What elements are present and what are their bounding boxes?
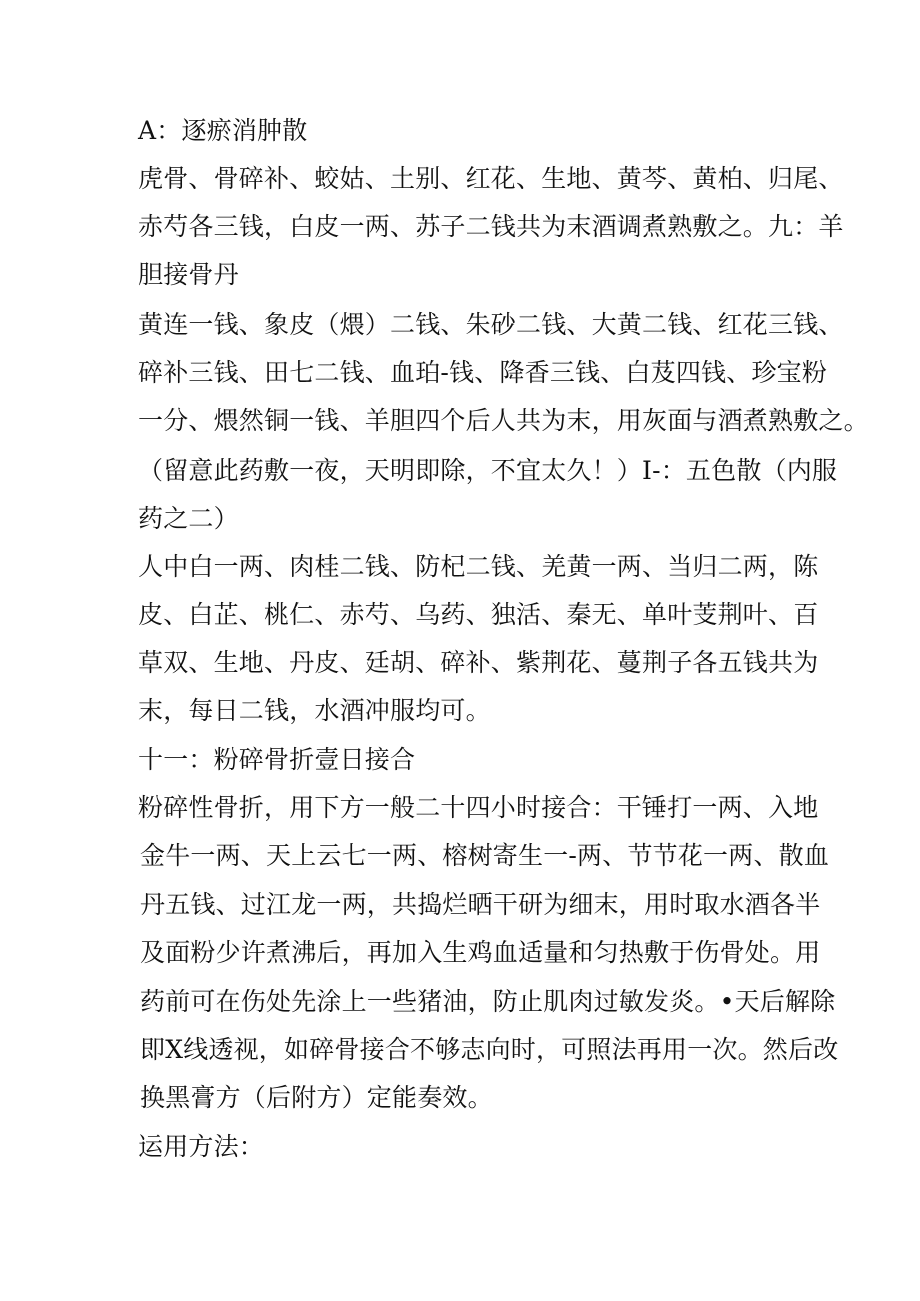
text-line: 皮、白芷、桃仁、赤芍、乌药、独活、秦无、单叶芰荆叶、百 (138, 600, 819, 629)
text-line: （留意此药敷一夜，天明即除，不宜太久！）I-：五色散（内服 (138, 456, 838, 485)
text-line: 换黑膏方（后附方）定能奏效。 (140, 1083, 493, 1112)
heading-yunyong-fangfa: 运用方法： (138, 1132, 265, 1161)
text-line: 一分、煨然铜一钱、羊胆四个后人共为末，用灰面与酒煮熟敷之。 (138, 406, 869, 435)
text-line: 碎补三钱、田七二钱、血珀-钱、降香三钱、白芨四钱、珍宝粉 (138, 358, 828, 387)
text-line: 即X线透视，如碎骨接合不够志向时，可照法再用一次。然后改 (140, 1035, 839, 1064)
text-line: 及面粉少许煮沸后，再加入生鸡血适量和匀热敷于伤骨处。用 (140, 938, 821, 967)
text-line: 虎骨、骨碎补、蛟姑、土别、红花、生地、黄芩、黄柏、归尾、 (138, 164, 844, 193)
text-line: 粉碎性骨折，用下方一般二十四小时接合：干锤打一两、入地 (138, 793, 819, 822)
text-line: 丹五钱、过江龙一两，共捣烂晒干研为细末，用时取水酒各半 (140, 890, 821, 919)
heading-a-zhuyu-xiaozhong-san: A：逐瘀消肿散 (138, 116, 308, 145)
text-line: 胆接骨丹 (138, 260, 239, 289)
text-line: 药之二） (138, 504, 239, 533)
text-line: 末，每日二钱，水酒冲服均可。 (138, 696, 491, 725)
heading-shiyi-fensui-guzhe: 十一：粉碎骨折壹日接合 (138, 745, 416, 774)
text-line: 药前可在伤处先涂上一些猪油，防止肌肉过敏发炎。•天后解除 (140, 987, 836, 1016)
text-line: 黄连一钱、象皮（煨）二钱、朱砂二钱、大黄二钱、红花三钱、 (138, 310, 844, 339)
text-line: 金牛一两、天上云七一两、榕树寄生一-两、节节花一两、散血 (140, 841, 830, 870)
text-line: 人中白一两、肉桂二钱、防杞二钱、羌黄一两、当归二两，陈 (138, 552, 819, 581)
text-line: 草双、生地、丹皮、廷胡、碎补、紫荆花、蔓荆子各五钱共为 (138, 648, 819, 677)
text-line: 赤芍各三钱，白皮一两、苏子二钱共为末酒调煮熟敷之。九：羊 (138, 212, 844, 241)
